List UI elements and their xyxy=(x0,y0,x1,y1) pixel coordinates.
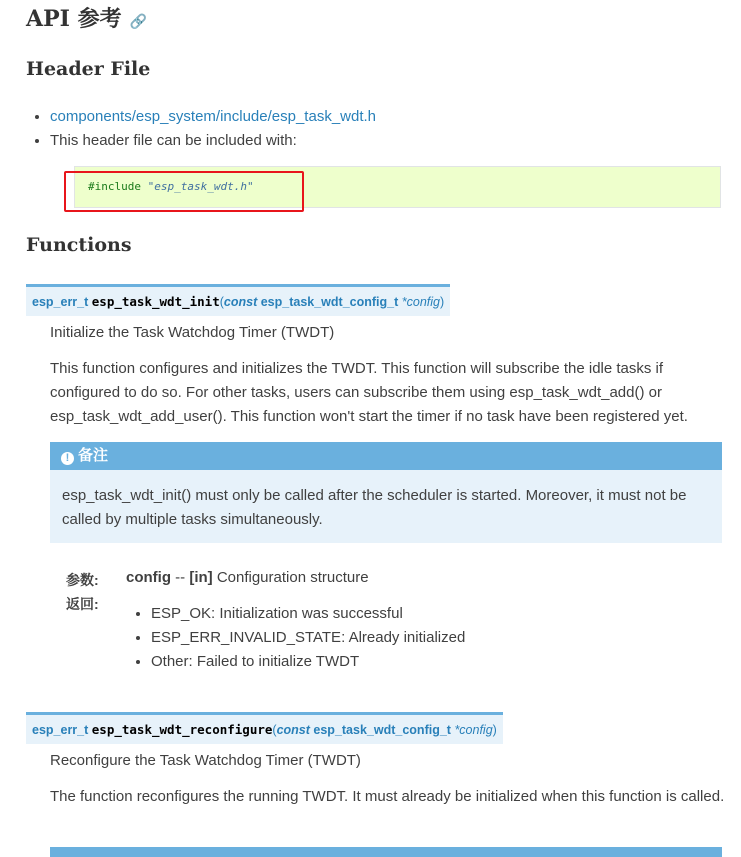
close-paren: ) xyxy=(439,295,445,309)
param-type-link[interactable]: esp_task_wdt_config_t xyxy=(260,295,399,309)
returns-list xyxy=(133,602,465,674)
function-summary: Initialize the Task Watchdog Timer (TWDT) xyxy=(50,324,335,341)
open-paren: ( xyxy=(219,295,224,309)
param-type-link[interactable]: esp_task_wdt_config_t xyxy=(313,723,451,737)
function-signature-init[interactable] xyxy=(26,284,450,316)
function-name: esp_task_wdt_init xyxy=(91,294,220,309)
list-item: • ESP_ERR_INVALID_STATE: Already initialized xyxy=(151,626,465,650)
highlight-box xyxy=(64,171,304,212)
return-type[interactable]: esp_err_t xyxy=(32,723,89,737)
note-body: esp_task_wdt_init() must only be called after the scheduler is started. Moreover, it must not be called by multiple tasks simultaneously. xyxy=(62,487,687,528)
note-title xyxy=(50,442,722,470)
note-admonition xyxy=(50,442,722,543)
page-title xyxy=(26,2,147,33)
open-paren: ( xyxy=(272,723,277,737)
params-label: 参数: xyxy=(66,572,99,588)
const-keyword: const xyxy=(276,723,310,737)
list-item xyxy=(50,105,376,129)
code-string: "esp_task_wdt.h" xyxy=(147,180,254,193)
list-item: • Other: Failed to initialize TWDT xyxy=(151,650,465,674)
param-entry-desc: Configuration structure xyxy=(212,569,369,586)
return-type[interactable]: esp_err_t xyxy=(32,295,89,309)
link-icon[interactable]: 🔗 xyxy=(129,14,148,30)
param-entry-dir: [in] xyxy=(189,569,213,586)
code-directive: #include xyxy=(88,180,141,193)
functions-heading: Functions xyxy=(26,234,132,256)
function-summary: Reconfigure the Task Watchdog Timer (TWDT) xyxy=(50,752,361,769)
page-title-text: API 参考 xyxy=(26,6,122,32)
function-signature-reconfigure[interactable] xyxy=(26,712,503,744)
list-item: • This header file can be included with: xyxy=(50,129,376,153)
note-title-text: 备注 xyxy=(78,447,109,464)
param-entry-sep: -- xyxy=(171,569,190,586)
param-entry-name: config xyxy=(126,569,171,586)
header-file-list xyxy=(32,105,376,153)
function-description: This function configures and initializes the TWDT. This function will subscribe the idle tasks if configured to do so. For other tasks, users can subscribe them using esp_task_wdt_add() or esp_task_wdt_add_user(). This function won't start the timer if no task have been registered yet. xyxy=(50,360,688,425)
param-name: *config xyxy=(454,723,493,737)
param-name: *config xyxy=(401,295,440,309)
function-name: esp_task_wdt_reconfigure xyxy=(91,722,273,737)
info-icon: ! xyxy=(61,452,74,465)
const-keyword: const xyxy=(223,295,258,309)
note-admonition-partial xyxy=(50,847,722,857)
param-entry xyxy=(126,566,369,590)
close-paren: ) xyxy=(492,723,497,737)
returns-label: 返回: xyxy=(66,596,99,612)
function-description: The function reconfigures the running TWDT. It must already be initialized when this function is called. xyxy=(50,788,725,805)
header-file-heading: Header File xyxy=(26,58,151,80)
header-file-link[interactable]: components/esp_system/include/esp_task_wdt.h xyxy=(50,108,377,125)
list-item: • ESP_OK: Initialization was successful xyxy=(151,602,465,626)
